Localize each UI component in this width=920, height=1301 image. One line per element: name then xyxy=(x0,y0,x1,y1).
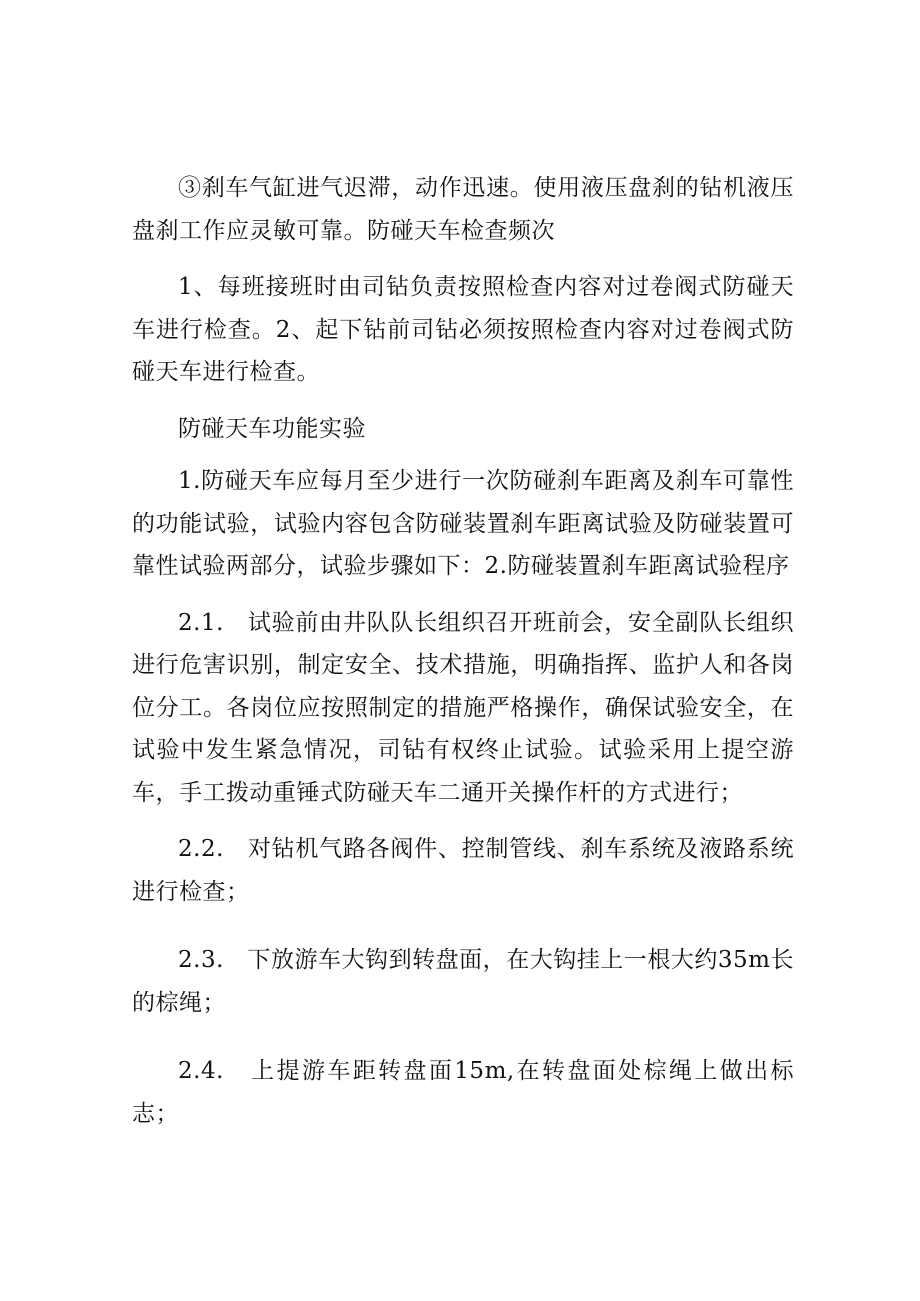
step-2-3: 2.3. 下放游车大钩到转盘面，在大钩挂上一根大约35m长的棕绳； xyxy=(132,947,794,1016)
paragraph-inspection-frequency: 1、每班接班时由司钻负责按照检查内容对过卷阀式防碰天车进行检查。2、起下钻前司钻必须按照检查内容对过卷阀式防碰天车进行检查。 xyxy=(132,274,794,385)
step-2-1: 2.1. 试验前由井队队长组织召开班前会，安全副队长组织进行危害识别，制定安全、技术措施，明确指挥、监护人和各岗位分工。各岗位应按照制定的措施严格操作，确保试验安全，在试验中发生紧急情况，司钻有权终止试验。试验采用上提空游车，手工拨动重锤式防碰天车二通开关操作杆的方式进行； xyxy=(132,609,794,806)
section-heading-function-test: 防碰天车功能实验 xyxy=(178,415,366,442)
paragraph-brake-cylinder: ③刹车气缸进气迟滞，动作迅速。使用液压盘刹的钻机液压盘刹工作应灵敏可靠。防碰天车检查频次 xyxy=(132,175,794,244)
step-2-2: 2.2. 对钻机气路各阀件、控制管线、刹车系统及液路系统进行检查； xyxy=(132,836,794,905)
step-2-4: 2.4. 上提游车距转盘面15m,在转盘面处棕绳上做出标志； xyxy=(132,1058,794,1127)
paragraph-monthly-test: 1.防碰天车应每月至少进行一次防碰刹车距离及刹车可靠性的功能试验，试验内容包含防碰装置刹车距离试验及防碰装置可靠性试验两部分，试验步骤如下：2.防碰装置刹车距离试验程序 xyxy=(132,468,794,579)
document-body xyxy=(132,167,794,1135)
